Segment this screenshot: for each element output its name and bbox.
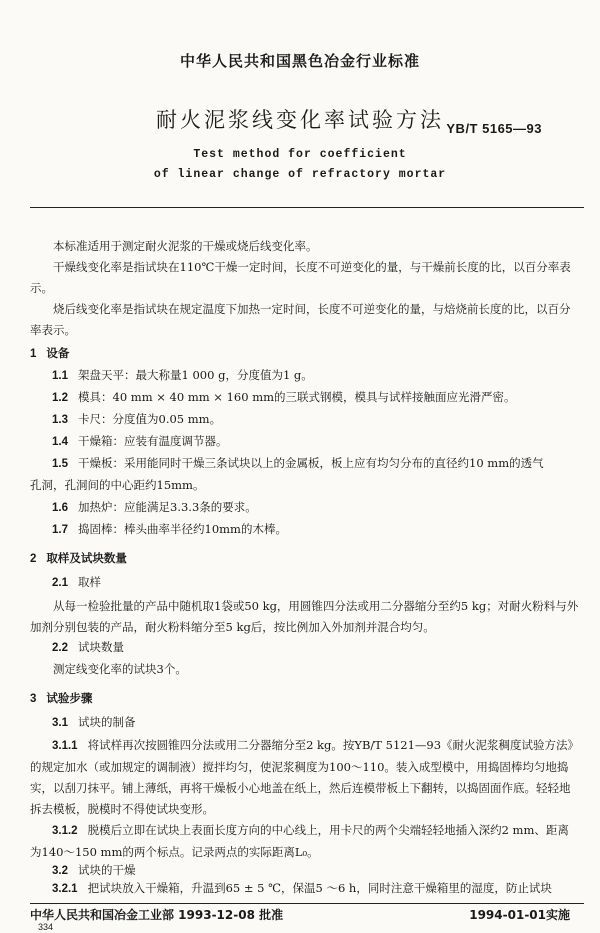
list-item: 1.5 干燥板：采用能同时干燥三条试块以上的金属板，板上应有均匀分布的直径约10 mm的透气	[52, 456, 544, 470]
subsection-2-1-heading: 2.1 取样	[52, 575, 101, 589]
header-divider	[30, 207, 584, 208]
footer-issuer: 中华人民共和国冶金工业部 1993-12-08 批准	[30, 908, 284, 922]
page-title: 耐火泥浆线变化率试验方法	[156, 108, 444, 132]
list-item: 1.3 卡尺：分度值为0.05 mm。	[52, 412, 222, 426]
english-title-line-1: Test method for coefficient	[193, 148, 407, 161]
subsection-3-1-heading: 3.1 试块的制备	[52, 715, 136, 729]
list-item: 1.7 捣固棒：棒头曲率半径约10mm的木棒。	[52, 522, 287, 536]
footer-divider	[30, 903, 584, 904]
list-item: 1.6 加热炉：应能满足3.3.3条的要求。	[52, 500, 257, 514]
standard-code: YB/T 5165—93	[446, 121, 542, 136]
subsection-3-1-2-text: 3.1.2 脱模后立即在试块上表面长度方向的中心线上，用卡尺的两个尖端轻轻地插入深约2 mm、距离为140～150 mm的两个标点。记录两点的实际距离L₀。	[30, 823, 569, 859]
section-number: 1	[30, 348, 37, 360]
subsection-2-1-text: 从每一检验批量的产品中随机取1袋或50 kg，用圆锥四分法或用二分器缩分至约5 kg；对耐火粉料与外加剂分别包装的产品，耐火粉料缩分至5 kg后，按比例加入外加剂并混合均匀。	[30, 599, 579, 634]
subsection-3-2-heading: 3.2 试块的干燥	[52, 863, 136, 877]
list-item: 1.2 模具：40 mm × 40 mm × 160 mm的三联式钢模，模具与试样接触面应光滑严密。	[52, 390, 516, 404]
english-title-line-2: of linear change of refractory mortar	[153, 168, 447, 181]
subsection-3-1-1-text: 3.1.1 将试样再次按圆锥四分法或用二分器缩分至2 kg。按YB/T 5121—93《耐火泥浆稠度试验方法》的规定加水（或加规定的调制液）搅拌均匀，使泥浆稠度为100～110。装入成型模中，用捣固棒均匀地捣实，以刮刀抹平。铺上薄纸，再将干燥板小心地盖在纸上，然后连模带板上下翻转，以捣固面作底。轻轻地拆去模板，脱模时不得使试块变形。	[30, 738, 580, 816]
section-3-heading: 3 试验步骤	[30, 691, 93, 705]
section-title: 设备	[46, 346, 70, 360]
list-item: 1.4 干燥箱：应装有温度调节器。	[52, 434, 228, 448]
header-org-title: 中华人民共和国黑色冶金行业标准	[179, 52, 420, 70]
intro-paragraph-3: 烧后线变化率是指试块在规定温度下加热一定时间，长度不可逆变化的量，与焙烧前长度的比，以百分率表示。	[30, 302, 571, 337]
footer-effective-date: 1994-01-01实施	[469, 908, 570, 922]
subsection-2-2-heading: 2.2 试块数量	[52, 640, 124, 654]
intro-paragraph-2: 干燥线变化率是指试块在110℃干燥一定时间，长度不可逆变化的量，与干燥前长度的比，以百分率表示。	[30, 260, 571, 295]
list-item: 1.1 架盘天平：最大称量1 000 g，分度值为1 g。	[52, 368, 313, 382]
page-number: 334	[38, 922, 54, 932]
subsection-3-2-1-text: 3.2.1 把试块放入干燥箱，升温到65 ± 5 ℃，保温5 ～6 h，同时注意干燥箱里的湿度，防止试块	[52, 881, 552, 895]
subsection-2-2-text: 测定线变化率的试块3个。	[53, 662, 187, 676]
intro-paragraph-1: 本标准适用于测定耐火泥浆的干燥或烧后线变化率。	[53, 239, 318, 253]
section-1-heading	[30, 345, 69, 361]
list-item-continuation: 孔洞，孔洞间的中心距约15mm。	[30, 478, 205, 492]
section-2-heading: 2 取样及试块数量	[30, 551, 127, 565]
